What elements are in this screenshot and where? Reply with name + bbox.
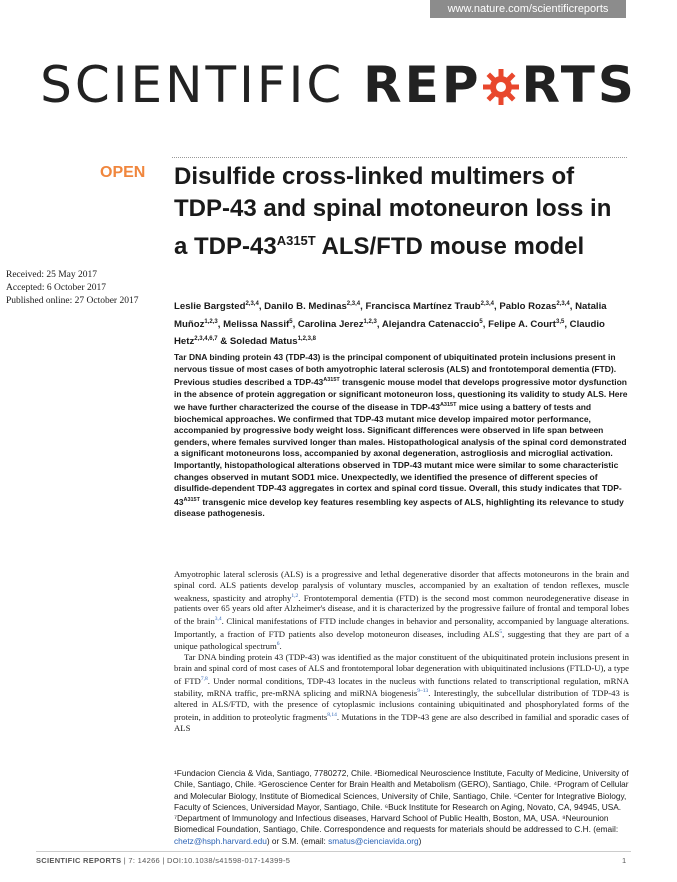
gear-logo-icon (481, 56, 521, 114)
superscript: 1,2 (291, 592, 299, 599)
author-name: Francisca Martínez Traub (365, 301, 481, 313)
body-paragraph: Tar DNA binding protein 43 (TDP-43) was identified as the major constituent of the ubiquitinated protein inclusions present in brain and spinal cord of most cases of ALS and frontotemporal lobar degeneration with ubiquitinated inclusions (FTLD-U), a type of FTD$^{7,8}$. Under normal conditions, TDP-43 locates in the nucleus with functions related to transcriptional regulation, mRNA stability, mRNA traffic, pre-mRNA splicing and miRNA biogenesis$^{9-13}$. Interestingly, the subcellular distribution of TDP-43 is altered in ALS/FTD, with the presence of cytoplasmic inclusions containing ubiquitinated and phosphorylated forms of the protein, in addition to proteolytic fragments$^{8,14}$. Mutations in the TDP-43 gene are also described in familial and sporadic cases of ALS (174, 652, 630, 733)
author-affiliation-marker: 2,3,4 (346, 301, 361, 307)
superscript: A315T (183, 496, 200, 503)
author-name: Soledad Matus (229, 336, 298, 348)
superscript: 8,14 (327, 711, 337, 718)
author-affiliation-marker: 2,3,4,6,7 (194, 336, 218, 343)
superscript: 6 (276, 641, 280, 648)
author-affiliation-marker: 2,3,4 (245, 301, 259, 307)
footer-divider (36, 851, 631, 852)
received-date: Received: 25 May 2017 (6, 270, 98, 280)
affiliations: ¹Fundacion Ciencia & Vida, Santiago, 7780272, Chile. ²Biomedical Neuroscience Institute, Faculty of Medicine, University of Chile, Santiago, Chile. ³Geroscience Center for Brain Health and Metabolism (GERO), Santiago, Chile. ⁴Program of Cellular and Molecular Biology, Institute of Biomedical Sciences, University of Chile, Santiago, Chile. ⁵Center for Integrative Biology, Faculty of Sciences, Universidad Mayor, Santiago, Chile. ⁶Buck Institute for Research on Aging, Novato, CA, 94945, USA. ⁷Department of Immunology and Infectious diseases, Harvard School of Public Health, Boston, MA, USA. ⁸Neurounion Biomedical Foundation, Santiago, Chile. Correspondence and requests for materials should be addressed to C.H. (email: chetz@hsph.harvard.edu) or S.M. (email: smatus@cienciavida.org) (174, 768, 629, 846)
author-name: Alejandra Catenaccio (381, 318, 480, 330)
author-name: Natalia Muñoz (174, 301, 607, 330)
author-name: Danilo B. Medinas (264, 301, 347, 313)
author-name: Melissa Nassif (223, 318, 290, 330)
title-divider (172, 157, 627, 158)
author-name: Claudio Hetz (174, 318, 605, 348)
footer-journal: SCIENTIFIC REPORTS (36, 856, 122, 865)
body-text (174, 569, 629, 733)
author-name: Leslie Bargsted (174, 301, 246, 313)
superscript: 9–13 (417, 688, 429, 695)
author-affiliation-marker: 5 (479, 318, 483, 325)
abstract: Tar DNA binding protein 43 (TDP-43) is the principal component of ubiquitinated protein inclusions present in nervous tissue of most cases of both amyotrophic lateral sclerosis (ALS) and frontotemporal dementia (FTD). Previous studies described a TDP-$43^{A315T}$ transgenic mouse model that develops progressive motor dysfunction in the absence of protein aggregation or significant motoneuron loss, questioning its validity to study ALS. Here we have further characterized the course of the disease in TDP-$43^{A315T}$ mice using a battery of tests and biochemical approaches. We confirmed that TDP-43 mutant mice develop impaired motor performance, accompanied by progressive body weight loss. Significant differences were observed in life span between genders, where females survived longer than males. Histopathological analysis of the spinal cord demonstrated a significant motoneurons loss, accompanied by axonal degeneration, astrogliosis and microglial activation. Importantly, histopathological alterations observed in TDP-43 mutant mice were similar to some characteristic changes observed in mutant SOD1 mice. Unexpectedly, we identified the presence of different species of disulfide-dependent TDP-43 aggregates in cortex and spinal cord tissue. Overall, this study indicates that TDP-$43^{A315T}$ transgenic mice develop key features resembling key aspects of ALS, highlighting its relevance to study disease pathogenesis. (174, 352, 628, 519)
superscript: 7,8 (200, 675, 208, 682)
article-title (174, 161, 629, 263)
author-name: Pablo Rozas (499, 301, 557, 313)
superscript: 3,4 (214, 616, 222, 623)
journal-name-right (363, 56, 637, 114)
title-superscript: A315T (276, 233, 316, 248)
author-name: Felipe A. Court (488, 318, 556, 330)
site-url-bar[interactable]: www.nature.com/scientificreports (430, 0, 626, 18)
author-affiliation-marker: 2,3,4 (556, 301, 570, 307)
superscript: A315T (323, 377, 340, 384)
superscript: 5 (499, 628, 503, 635)
superscript: A315T (439, 402, 457, 409)
email-link[interactable]: chetz@hsph.harvard.edu (174, 835, 267, 846)
body-paragraph: Amyotrophic lateral sclerosis (ALS) is a progressive and lethal degenerative disorder that affects motoneurons in the brain and spinal cord. ALS patients develop paralysis of voluntary muscles, accompanied by an exaltation of tendon reflexes, muscle weakness, spasticity and atrophy$^{1,2}$. Frontotemporal dementia (FTD) is the second most common neurodegenerative disease in patients over 65 years old after Alzheimer's disease, and it is characterized by the progressive failure of frontal and temporal lobes of the brain$^{3,4}$. Clinical manifestations of FTD include changes in behavior and personality, accompanied by language alterations. Importantly, a fraction of FTD patients also develop motoneuron diseases, including ALS$^5$, suggesting that they are part of a unique pathological spectrum$^6$. (174, 569, 630, 652)
published-date: Published online: 27 October 2017 (6, 296, 139, 306)
journal-masthead (0, 56, 677, 114)
footer-citation: | 7: 14266 | DOI:10.1038/s41598-017-14399-5 (121, 856, 291, 865)
journal-name-right-a: REP (363, 56, 482, 114)
title-part-2: ALS/FTD mouse model (315, 233, 585, 260)
page-number: 1 (622, 856, 627, 865)
author-list: Leslie Bargsted$^{2,3,4}$, Danilo B. Medinas$^{2,3,4}$, Francisca Martínez Traub$^{2,3,4}$, Pablo Rozas$^{2,3,4}$, Natalia Muñoz$^{1,2,3}$, Melissa Nassif$^5$, Carolina Jerez$^{1,2,3}$, Alejandra Catenaccio$^5$, Felipe A. Court$^{3,5}$, Claudio Hetz$^{2,3,4,6,7}$ & Soledad Matus$^{1,2,3,8}$ (174, 301, 607, 348)
author-affiliation-marker: 1,2,3,8 (297, 336, 316, 343)
author-name: Carolina Jerez (297, 318, 364, 330)
journal-name-left: SCIENTIFIC (40, 56, 345, 114)
author-affiliation-marker: 3,5 (555, 318, 565, 325)
accepted-date: Accepted: 6 October 2017 (6, 283, 106, 293)
email-link[interactable]: smatus@cienciavida.org (328, 835, 419, 846)
author-affiliation-marker: 1,2,3 (204, 318, 218, 325)
title-part-1: Disulfide cross-linked multimers of TDP-43 and spinal motoneuron loss in a TDP-43 (174, 163, 612, 260)
page-footer (36, 856, 290, 865)
journal-name-right-b: RTS (521, 56, 637, 114)
author-affiliation-marker: 5 (289, 318, 293, 325)
open-access-label: OPEN (100, 164, 146, 181)
publication-dates (6, 269, 166, 308)
author-affiliation-marker: 1,2,3 (363, 318, 377, 325)
author-affiliation-marker: 2,3,4 (480, 301, 495, 307)
